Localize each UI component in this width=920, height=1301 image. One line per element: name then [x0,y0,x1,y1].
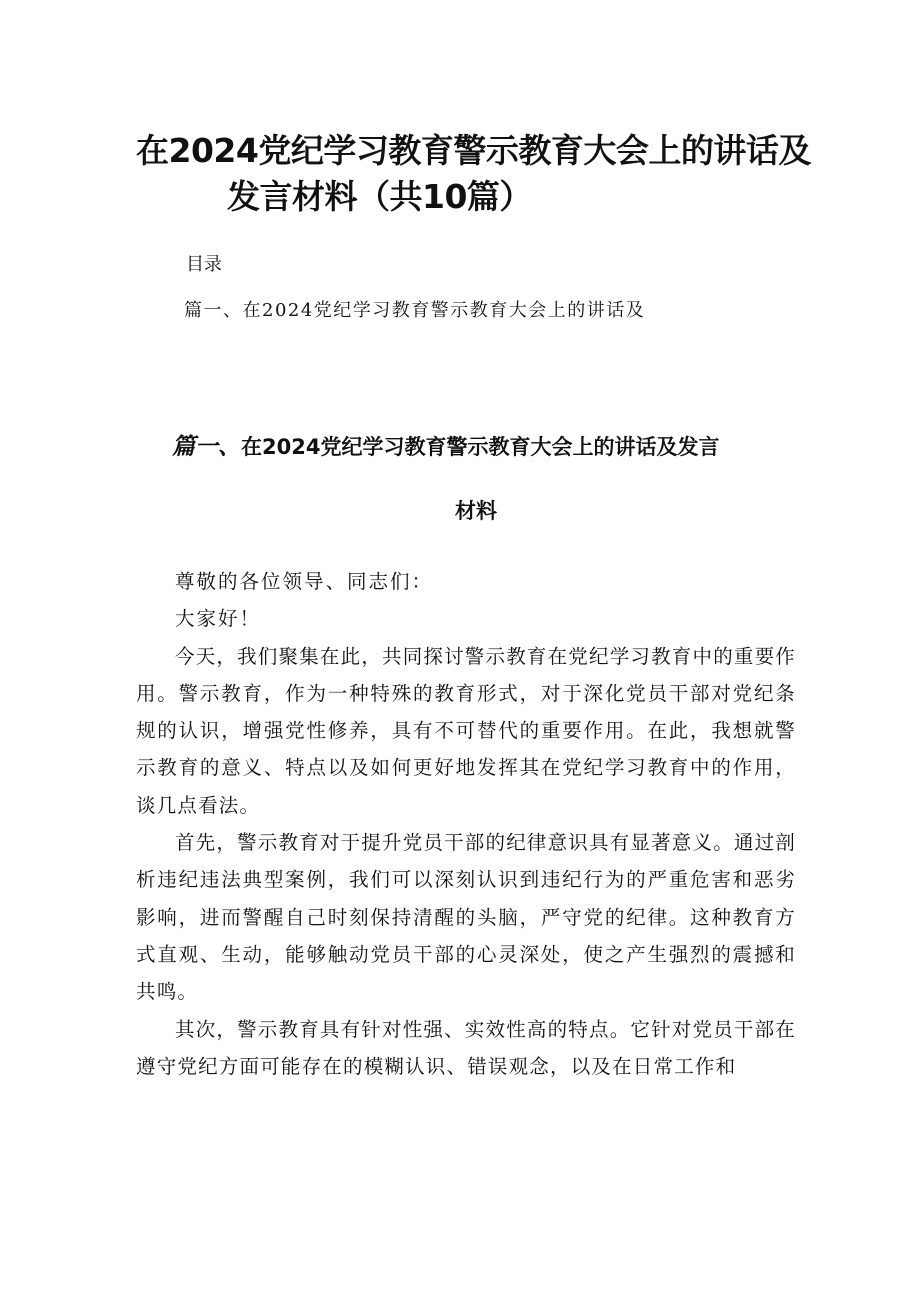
body-paragraph: 今天，我们聚集在此，共同探讨警示教育在党纪学习教育中的重要作用。警示教育，作为一种特殊的教育形式，对于深化党员干部对党纪条规的认识，增强党性修养，具有不可替代的重要作用。在此，我想就警示教育的意义、特点以及如何更好地发挥其在党纪学习教育中的作用，谈几点看法。 [136,644,797,817]
document-title-line-1: 在2024党纪学习教育警示教育大会上的讲话及 [136,131,811,170]
body-paragraph: 其次，警示教育具有针对性强、实效性高的特点。它针对党员干部在遵守党纪方面可能存在的模糊认识、错误观念，以及在日常工作和 [136,1017,797,1078]
salutation: 尊敬的各位领导、同志们： [175,570,434,593]
section-prefix: 篇一、 [172,434,241,461]
body-paragraph: 首先，警示教育对于提升党员干部的纪律意识具有显著意义。通过剖析违纪违法典型案例，我们可以深刻认识到违纪行为的严重危害和恶劣影响，进而警醒自己时刻保持清醒的头脑，严守党的纪律。这种教育方式直观、生动，能够触动党员干部的心灵深处，使之产生强烈的震撼和共鸣。 [136,831,797,1004]
toc-heading: 目录 [186,254,222,275]
section-heading [136,415,796,543]
greeting: 大家好！ [175,607,262,631]
section-heading-line-1 [136,415,796,479]
document-title-line-2: 发言材料（共10篇） [227,177,532,216]
document-title [136,128,811,220]
body-text [136,563,796,1085]
toc-entry-1[interactable]: 篇一、在2024党纪学习教育警示教育大会上的讲话及 [184,300,646,321]
section-title-line-1: 在2024党纪学习教育警示教育大会上的讲话及发言 [241,435,720,460]
section-title-line-2: 材料 [455,499,497,524]
